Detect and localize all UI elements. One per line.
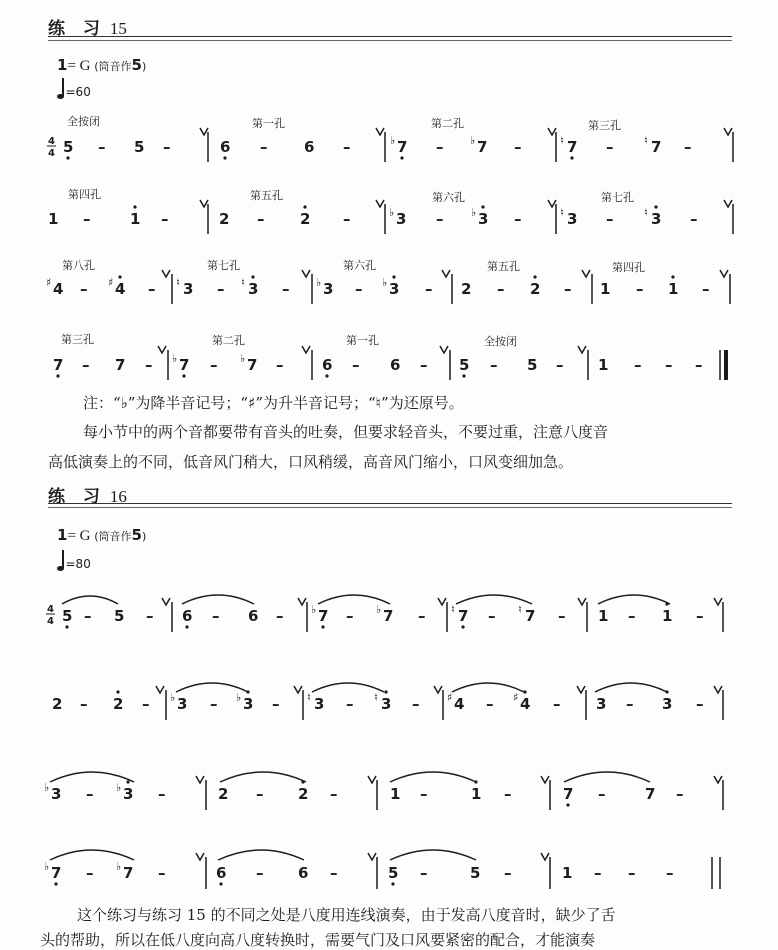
- svg-text:7: 7: [179, 356, 190, 374]
- svg-text:–: –: [665, 356, 673, 374]
- svg-text:–: –: [628, 864, 636, 882]
- svg-text:2: 2: [52, 695, 63, 713]
- svg-text:–: –: [158, 864, 166, 882]
- svg-text:–: –: [346, 607, 354, 625]
- svg-text:3: 3: [183, 280, 194, 298]
- fingering-label: 第二孔: [431, 117, 464, 130]
- svg-text:3: 3: [651, 210, 662, 228]
- svg-text:–: –: [212, 607, 220, 625]
- svg-text:4: 4: [47, 616, 54, 627]
- svg-text:–: –: [514, 138, 522, 156]
- svg-text:–: –: [702, 280, 710, 298]
- fingering-label: 第四孔: [612, 261, 645, 274]
- svg-text:7: 7: [567, 138, 578, 156]
- svg-text:–: –: [142, 695, 150, 713]
- svg-text:7: 7: [563, 785, 574, 803]
- svg-text:3: 3: [51, 785, 62, 803]
- svg-text:–: –: [330, 864, 338, 882]
- paragraph-line: 这个练习与练习 15 的不同之处是八度用连线演奏，由于发高八度音时，缺少了舌: [77, 906, 616, 924]
- svg-text:3: 3: [381, 695, 392, 713]
- svg-text:5: 5: [134, 138, 145, 156]
- svg-text:3: 3: [662, 695, 673, 713]
- svg-text:3: 3: [389, 280, 400, 298]
- key-signature: 1= G (筒音作5): [57, 56, 147, 74]
- svg-text:6: 6: [182, 607, 193, 625]
- svg-text:–: –: [163, 138, 171, 156]
- svg-text:♭: ♭: [316, 276, 322, 289]
- svg-text:6: 6: [220, 138, 231, 156]
- svg-text:7: 7: [247, 356, 258, 374]
- svg-text:7: 7: [51, 864, 62, 882]
- fingering-label: 全按闭: [484, 335, 517, 348]
- svg-text:♯: ♯: [108, 276, 114, 289]
- slur: [390, 772, 476, 782]
- tempo-marking: =60: [57, 78, 91, 99]
- slur: [598, 595, 670, 604]
- svg-text:–: –: [606, 210, 614, 228]
- fingering-label: 第七孔: [207, 259, 240, 272]
- svg-text:♭: ♭: [471, 206, 477, 219]
- exercise-title: 练 习: [48, 487, 106, 507]
- svg-text:♯: ♯: [46, 276, 52, 289]
- slur: [182, 595, 254, 604]
- svg-text:♮: ♮: [307, 691, 311, 704]
- fingering-label: 第三孔: [61, 333, 94, 346]
- svg-text:3: 3: [596, 695, 607, 713]
- svg-text:1: 1: [598, 607, 609, 625]
- svg-text:–: –: [98, 138, 106, 156]
- svg-text:2: 2: [300, 210, 311, 228]
- slur: [595, 683, 667, 692]
- svg-text:♮: ♮: [518, 603, 522, 616]
- svg-text:–: –: [217, 280, 225, 298]
- svg-text:–: –: [276, 607, 284, 625]
- svg-text:♭: ♭: [389, 206, 395, 219]
- svg-text:1: 1: [562, 864, 573, 882]
- svg-text:–: –: [695, 356, 703, 374]
- svg-text:3: 3: [123, 785, 134, 803]
- svg-text:♭: ♭: [44, 860, 50, 873]
- svg-text:–: –: [626, 695, 634, 713]
- svg-text:–: –: [84, 607, 92, 625]
- svg-text:♮: ♮: [560, 206, 564, 219]
- slur: [390, 850, 476, 860]
- svg-text:–: –: [676, 785, 684, 803]
- svg-text:–: –: [86, 785, 94, 803]
- svg-text:♭: ♭: [311, 603, 317, 616]
- svg-text:7: 7: [397, 138, 408, 156]
- svg-text:3: 3: [248, 280, 259, 298]
- svg-text:–: –: [343, 210, 351, 228]
- svg-text:7: 7: [318, 607, 329, 625]
- svg-text:♭: ♭: [116, 781, 122, 794]
- svg-text:5: 5: [470, 864, 481, 882]
- svg-text:7: 7: [458, 607, 469, 625]
- exercise-number: 15: [109, 19, 127, 38]
- svg-text:3: 3: [396, 210, 407, 228]
- svg-text:–: –: [80, 280, 88, 298]
- svg-text:1: 1: [471, 785, 482, 803]
- svg-text:♮: ♮: [451, 603, 455, 616]
- svg-text:♭: ♭: [44, 781, 50, 794]
- svg-text:–: –: [352, 356, 360, 374]
- fingering-label: 第一孔: [346, 334, 379, 347]
- svg-text:5: 5: [527, 356, 538, 374]
- fingering-label: 第一孔: [252, 117, 285, 130]
- svg-text:–: –: [490, 356, 498, 374]
- svg-text:5: 5: [63, 138, 74, 156]
- svg-text:1: 1: [668, 280, 679, 298]
- svg-text:3: 3: [323, 280, 334, 298]
- svg-text:–: –: [272, 695, 280, 713]
- svg-text:♭: ♭: [470, 134, 476, 147]
- svg-text:–: –: [420, 785, 428, 803]
- time-sig-bottom: 4: [48, 148, 55, 159]
- svg-text:7: 7: [651, 138, 662, 156]
- svg-text:4: 4: [47, 604, 54, 615]
- svg-text:–: –: [83, 210, 91, 228]
- svg-text:♮: ♮: [560, 134, 564, 147]
- svg-text:–: –: [256, 864, 264, 882]
- svg-text:♭: ♭: [236, 691, 242, 704]
- fingering-label: 全按闭: [67, 115, 100, 128]
- svg-text:4: 4: [115, 280, 126, 298]
- svg-text:–: –: [497, 280, 505, 298]
- svg-text:–: –: [210, 695, 218, 713]
- svg-text:6: 6: [304, 138, 315, 156]
- svg-text:–: –: [257, 210, 265, 228]
- svg-text:–: –: [606, 138, 614, 156]
- svg-text:3: 3: [567, 210, 578, 228]
- fingering-label: 第八孔: [62, 259, 95, 272]
- svg-text:–: –: [488, 607, 496, 625]
- slur: [50, 850, 134, 860]
- svg-text:–: –: [436, 210, 444, 228]
- svg-text:6: 6: [216, 864, 227, 882]
- svg-text:–: –: [276, 356, 284, 374]
- svg-text:1: 1: [130, 210, 141, 228]
- svg-text:5: 5: [114, 607, 125, 625]
- paragraph-line: 头的帮助，所以在低八度向高八度转换时，需要气门及口风要紧密的配合，才能演奏: [40, 931, 596, 949]
- svg-text:–: –: [412, 695, 420, 713]
- fingering-label: 第六孔: [432, 191, 465, 204]
- paragraph-line: 每小节中的两个音都要带有音头的吐奏，但要求轻音头，不要过重，注意八度音: [83, 423, 609, 441]
- svg-text:7: 7: [123, 864, 134, 882]
- svg-text:–: –: [418, 607, 426, 625]
- svg-text:♮: ♮: [644, 206, 648, 219]
- svg-text:1: 1: [598, 356, 609, 374]
- svg-text:♭: ♭: [376, 603, 382, 616]
- svg-text:–: –: [80, 695, 88, 713]
- svg-text:–: –: [690, 210, 698, 228]
- svg-text:–: –: [425, 280, 433, 298]
- svg-text:2: 2: [219, 210, 230, 228]
- svg-text:5: 5: [459, 356, 470, 374]
- svg-text:1: 1: [600, 280, 611, 298]
- time-sig-top: 4: [48, 136, 55, 147]
- svg-text:–: –: [146, 607, 154, 625]
- svg-text:–: –: [553, 695, 561, 713]
- svg-text:–: –: [161, 210, 169, 228]
- accidental-note: 注：“♭”为降半音记号；“♯”为升半音记号；“♮”为还原号。: [83, 394, 464, 412]
- svg-text:–: –: [282, 280, 290, 298]
- svg-text:–: –: [696, 607, 704, 625]
- svg-text:♮: ♮: [374, 691, 378, 704]
- svg-text:6: 6: [248, 607, 259, 625]
- svg-text:–: –: [436, 138, 444, 156]
- svg-text:4: 4: [520, 695, 531, 713]
- svg-text:–: –: [514, 210, 522, 228]
- key-signature: 1= G (筒音作5): [57, 526, 147, 544]
- slur: [218, 850, 304, 860]
- exercise-title: 练 习: [48, 19, 106, 39]
- fingering-label: 第四孔: [68, 188, 101, 201]
- svg-text:2: 2: [530, 280, 541, 298]
- svg-text:♮: ♮: [644, 134, 648, 147]
- svg-text:–: –: [420, 864, 428, 882]
- svg-text:–: –: [598, 785, 606, 803]
- svg-text:3: 3: [314, 695, 325, 713]
- svg-text:–: –: [564, 280, 572, 298]
- svg-text:5: 5: [62, 607, 73, 625]
- svg-text:–: –: [628, 607, 636, 625]
- svg-text:–: –: [82, 356, 90, 374]
- svg-text:1: 1: [48, 210, 59, 228]
- svg-text:♭: ♭: [390, 134, 396, 147]
- fingering-label: 第五孔: [487, 260, 520, 273]
- svg-text:–: –: [486, 695, 494, 713]
- svg-text:♯: ♯: [513, 691, 519, 704]
- svg-text:3: 3: [243, 695, 254, 713]
- svg-text:1: 1: [390, 785, 401, 803]
- slur: [564, 772, 650, 782]
- svg-text:–: –: [210, 356, 218, 374]
- svg-text:4: 4: [454, 695, 465, 713]
- svg-text:♭: ♭: [116, 860, 122, 873]
- svg-text:–: –: [696, 695, 704, 713]
- svg-text:4: 4: [53, 280, 64, 298]
- svg-text:7: 7: [645, 785, 656, 803]
- svg-text:7: 7: [477, 138, 488, 156]
- svg-text:–: –: [145, 356, 153, 374]
- svg-text:5: 5: [388, 864, 399, 882]
- svg-text:–: –: [256, 785, 264, 803]
- svg-text:–: –: [86, 864, 94, 882]
- svg-text:–: –: [636, 280, 644, 298]
- svg-text:♭: ♭: [170, 691, 176, 704]
- svg-text:–: –: [158, 785, 166, 803]
- svg-text:–: –: [355, 280, 363, 298]
- svg-text:2: 2: [113, 695, 124, 713]
- svg-text:3: 3: [177, 695, 188, 713]
- slur: [220, 772, 306, 782]
- svg-text:7: 7: [53, 356, 64, 374]
- svg-text:–: –: [558, 607, 566, 625]
- svg-text:6: 6: [390, 356, 401, 374]
- svg-text:6: 6: [298, 864, 309, 882]
- svg-text:7: 7: [115, 356, 126, 374]
- svg-text:7: 7: [525, 607, 536, 625]
- svg-text:1: 1: [662, 607, 673, 625]
- fingering-label: 第七孔: [601, 191, 634, 204]
- svg-text:–: –: [343, 138, 351, 156]
- svg-text:–: –: [260, 138, 268, 156]
- paragraph-line: 高低演奏上的不同，低音风门稍大，口风稍缓，高音风门缩小，口风变细加急。: [48, 453, 574, 471]
- svg-text:♮: ♮: [241, 276, 245, 289]
- svg-text:–: –: [148, 280, 156, 298]
- svg-text:–: –: [330, 785, 338, 803]
- svg-text:–: –: [634, 356, 642, 374]
- svg-text:–: –: [666, 864, 674, 882]
- exercise-number: 16: [109, 487, 127, 506]
- svg-text:–: –: [420, 356, 428, 374]
- svg-text:2: 2: [218, 785, 229, 803]
- svg-text:♯: ♯: [447, 691, 453, 704]
- svg-text:3: 3: [478, 210, 489, 228]
- svg-text:7: 7: [383, 607, 394, 625]
- svg-text:–: –: [594, 864, 602, 882]
- svg-text:2: 2: [298, 785, 309, 803]
- fingering-label: 第三孔: [588, 119, 621, 132]
- svg-text:♭: ♭: [240, 352, 246, 365]
- tempo-marking: =80: [57, 550, 91, 571]
- svg-text:–: –: [556, 356, 564, 374]
- svg-text:–: –: [504, 785, 512, 803]
- svg-text:♭: ♭: [382, 276, 388, 289]
- svg-text:♮: ♮: [176, 276, 180, 289]
- slur: [62, 596, 118, 604]
- svg-text:–: –: [684, 138, 692, 156]
- slur: [50, 772, 134, 782]
- svg-text:6: 6: [322, 356, 333, 374]
- svg-text:♭: ♭: [172, 352, 178, 365]
- svg-text:–: –: [504, 864, 512, 882]
- fingering-label: 第二孔: [212, 334, 245, 347]
- fingering-label: 第六孔: [343, 259, 376, 272]
- svg-text:–: –: [346, 695, 354, 713]
- svg-text:2: 2: [461, 280, 472, 298]
- fingering-label: 第五孔: [250, 189, 283, 202]
